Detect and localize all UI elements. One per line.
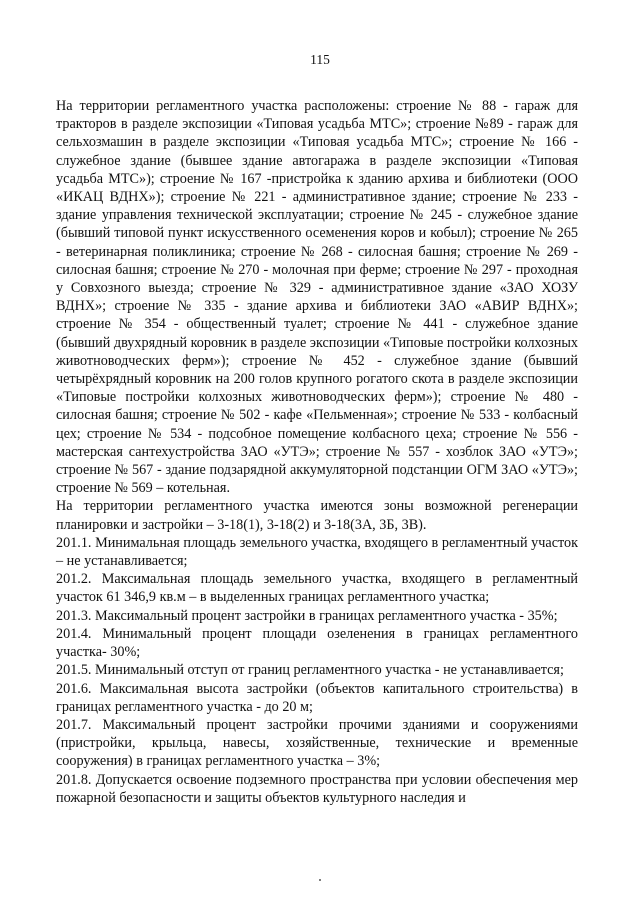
paragraph-201-5: 201.5. Минимальный отступ от границ регламентного участка - не устанавливается; <box>56 662 564 679</box>
paragraph-201-7: 201.7. Максимальный процент застройки прочими зданиями и сооружениями (пристройки, крыльца, навесы, хозяйственные, технические и временные сооружения) в границах регламентного участка – 3%; <box>56 716 578 770</box>
paragraph-201-8: 201.8. Допускается освоение подземного пространства при условии обеспечения мер пожарной безопасности и защиты объектов культурного наследия и <box>56 771 578 806</box>
paragraph-201-3: 201.3. Максимальный процент застройки в границах регламентного участка - 35%; <box>56 607 558 624</box>
scan-speck <box>319 879 321 881</box>
page-number: 115 <box>310 52 330 67</box>
document-body <box>56 97 578 807</box>
paragraph-201-2: 201.2. Максимальная площадь земельного участка, входящего в регламентный участок 61 346,9 кв.м – в выделенных границах регламентного участка; <box>56 571 578 606</box>
paragraph-regeneration-zones: На территории регламентного участка имеются зоны возможной регенерации планировки и застройки – 3-18(1), 3-18(2) и 3-18(3А, 3Б, 3В). <box>56 498 578 533</box>
paragraph-201-6: 201.6. Максимальная высота застройки (объектов капитального строительства) в границах регламентного участка - до 20 м; <box>56 680 578 715</box>
paragraph-buildings: На территории регламентного участка расположены: строение № 88 - гараж для тракторов в разделе экспозиции «Типовая усадьба МТС»; строение №89 - гараж для сельхозмашин в разделе экспозиции «Типовая усадьба МТС»; строение № 166 - служебное здание (бывшее здание автогаража в разделе экспозиции «Типовая усадьба МТС»); строение № 167 -пристройка к зданию архива и библиотеки (ООО «ИКАЦ ВДНХ»); строение № 221 - административное здание; строение № 233 - здание управления технической эксплуатации; строение № 245 - служебное здание (бывший типовой пункт искусственного осеменения коров и кобыл); строение № 265 - ветеринарная поликлиника; строение № 268 - силосная башня; строение № 269 - силосная башня; строение № 270 - молочная при ферме; строение № 297 - проходная у Совхозного выезда; строение № 329 - административное здание «ЗАО ХОЗУ ВДНХ»; строение № 335 - здание архива и библиотеки ЗАО «АВИР ВДНХ»; строение № 354 - общественный туалет; строение № 441 - служебное здание (бывший двухрядный коровник в разделе экспозиции «Типовые постройки колхозных животноводческих ферм»); строение № 452 - служебное здание (бывший четырёхрядный коровник на 200 голов крупного рогатого скота в разделе экспозиции «Типовые постройки колхозных животноводческих ферм»); строение № 480 - силосная башня; строение № 502 - кафе «Пельменная»; строение № 533 - колбасный цех; строение № 534 - подсобное помещение колбасного цеха; строение № 556 - мастерская сантехустройства ЗАО «УТЭ»; строение № 557 - хозблок ЗАО «УТЭ»; строение № 567 - здание подзарядной аккумуляторной подстанции ОГМ ЗАО «УТЭ»; строение № 569 – котельная. <box>56 98 578 497</box>
paragraph-201-1: 201.1. Минимальная площадь земельного участка, входящего в регламентный участок – не устанавливается; <box>56 534 578 570</box>
paragraph-201-4: 201.4. Минимальный процент площади озеленения в границах регламентного участка- 30%; <box>56 625 578 661</box>
